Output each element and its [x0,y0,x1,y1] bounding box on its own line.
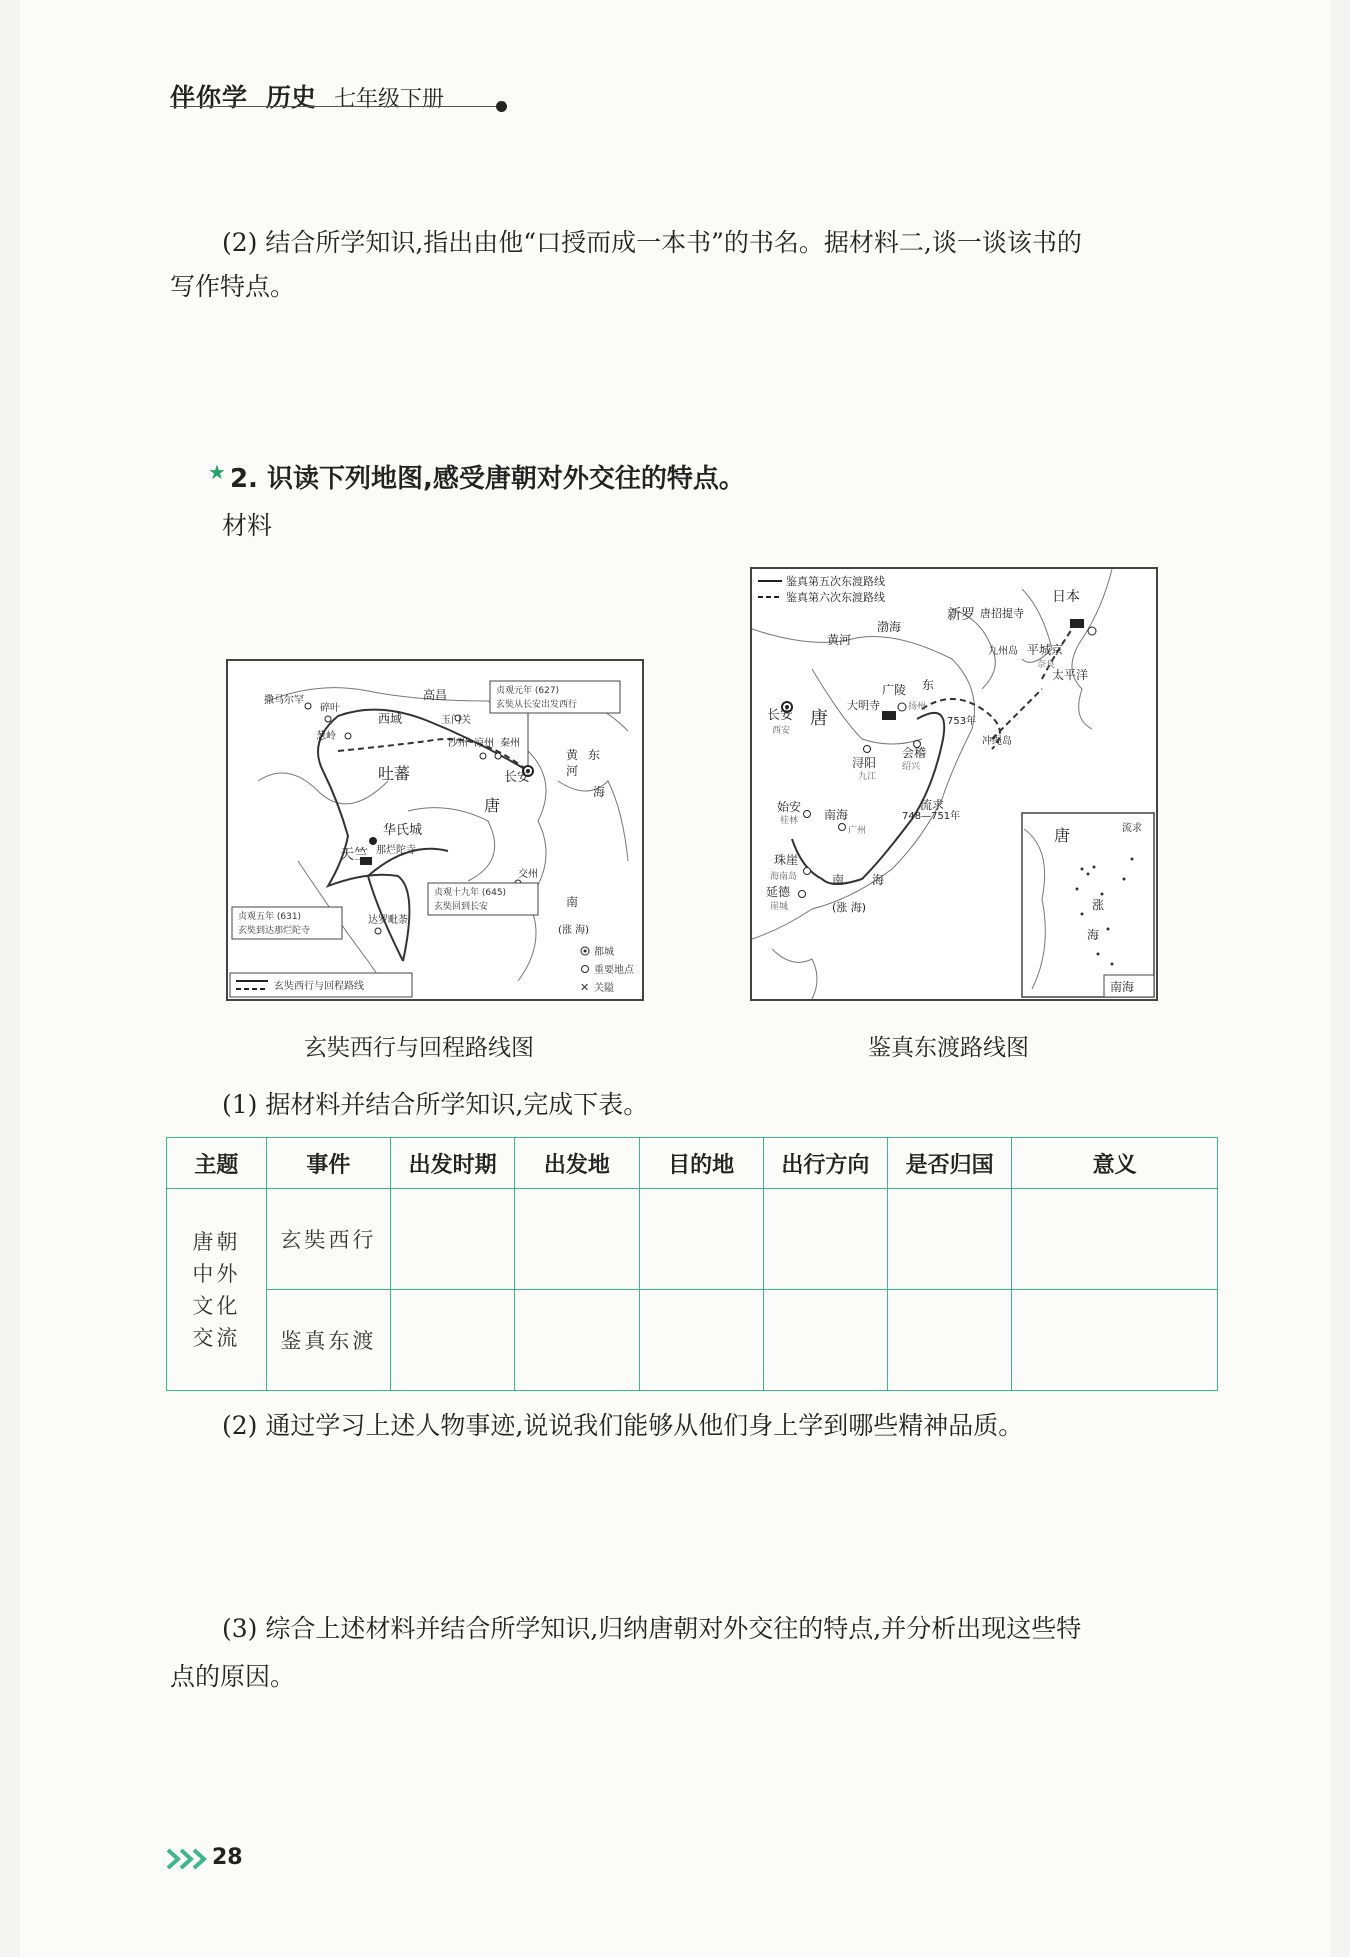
map2-changan: 长安 [767,708,794,723]
answer-cell[interactable] [887,1189,1011,1290]
map2-daming: 大明寺 [847,699,880,712]
table-row [167,1189,1218,1290]
material-label: 材料 [222,511,273,540]
map2-dong: 东 [922,678,935,692]
map1-legend-pass: 关隘 [594,983,614,994]
header-topic: 主题 [167,1138,267,1189]
topic-line-3: 文化 [192,1293,241,1318]
map2-yr748: 748—751年 [902,811,961,822]
map-jianzhen-svg [752,569,1156,999]
map1-huang: 黄 [566,748,579,762]
map2-zhanghai: (涨 海) [832,901,867,914]
map1-legend-capital: 都城 [594,947,614,958]
map2-inset-nanhai: 南海 [1110,980,1135,994]
topic-cell [167,1189,267,1391]
table-header-row [167,1138,1218,1189]
map1-huashi: 华氏城 [383,823,423,838]
header-dot [496,101,507,112]
map2-chongsheng: 冲绳岛 [982,736,1012,747]
svg-text:✕: ✕ [580,981,590,994]
map2-legend-sixth: 鉴真第六次东渡路线 [786,591,885,604]
map2-xunyang: 浔阳 [852,756,877,770]
map2-zhuya: 珠崖 [774,853,799,867]
map2-xian: 西安 [772,726,791,736]
header-event: 事件 [266,1138,390,1189]
map2-yangzhou: 扬州 [908,702,927,712]
map2-liuqiu: 流求 [920,798,945,812]
map1-tang: 唐 [484,796,501,815]
map2-caption: 鉴真东渡路线图 [868,1035,1029,1061]
event-jianzhen: 鉴真东渡 [266,1290,390,1391]
header-start-period: 出发时期 [391,1138,515,1189]
map1-tubo: 吐蕃 [378,764,411,783]
map2-yr753: 753年 [947,716,977,727]
topic-line-4: 交流 [192,1325,241,1350]
map2-nara: 奈良 [1037,660,1056,670]
answer-cell[interactable] [391,1189,515,1290]
answer-cell[interactable] [515,1290,639,1391]
event-xuanzang: 玄奘西行 [266,1189,390,1290]
map1-shazhou: 沙州 [448,738,468,749]
answer-table [166,1137,1218,1391]
map2-jiujiang: 九江 [858,772,877,782]
header-direction: 出行方向 [763,1138,887,1189]
answer-cell[interactable] [763,1290,887,1391]
q2-title [208,458,745,495]
map2-riben: 日本 [1052,589,1080,605]
map2-pingcheng: 平城京 [1027,643,1064,657]
answer-cell[interactable] [763,1189,887,1290]
subject-title: 历史 [266,83,317,112]
map1-congling: 葱岭 [316,731,336,742]
map2-yacheng: 崖城 [770,902,789,912]
map2-inset-hai: 海 [1087,928,1100,942]
map2-nan: 南 [832,873,845,887]
map1-box-right-line1: 贞观十九年 (645) [434,888,507,898]
map2-shian: 始安 [777,800,802,814]
map2-inset-tang: 唐 [1054,826,1071,845]
map2-tang: 唐 [810,708,828,729]
map1-yumen: 玉门关 [441,715,471,726]
map2-inset-zhang: 涨 [1092,898,1105,912]
map2-kuaiji: 会稽 [902,746,927,760]
map1-dong: 东 [588,748,601,762]
map1-he: 河 [566,764,579,778]
q2-part3-line1: (3) 综合上述材料并结合所学知识,归纳唐朝对外交往的特点,并分析出现这些特 [222,1614,1082,1643]
map1-box-top-line1: 贞观元年 (627) [496,686,560,696]
q2-part1: (1) 据材料并结合所学知识,完成下表。 [222,1090,649,1119]
topic-line-1: 唐朝 [192,1229,241,1254]
answer-cell[interactable] [1012,1290,1218,1391]
answer-cell[interactable] [515,1189,639,1290]
header-origin: 出发地 [515,1138,639,1189]
map2-guangling: 广陵 [882,683,907,697]
map2-taiping: 太平洋 [1052,668,1089,682]
topic-line-2: 中外 [192,1261,241,1286]
map2-legend-fifth: 鉴真第五次东渡路线 [786,575,885,588]
q2-part2: (2) 通过学习上述人物事迹,说说我们能够从他们身上学到哪些精神品质。 [222,1411,1024,1440]
map1-jiaozhou: 交州 [518,869,538,880]
map1-caption: 玄奘西行与回程路线图 [304,1035,534,1061]
map1-samarkand: 撒马尔罕 [264,695,304,706]
answer-cell[interactable] [639,1189,763,1290]
map1-zhanghai: (涨 海) [558,925,589,936]
map1-nan: 南 [566,895,579,909]
map2-xinluo: 新罗 [947,607,975,623]
map1-suiye: 碎叶 [320,703,340,714]
map1-legend-route: 玄奘西行与回程路线 [274,981,364,992]
map2-hai: 海 [872,873,885,887]
map2-yande: 延德 [766,885,791,899]
map1-sea: 海 [593,785,606,799]
map1-xiyu: 西域 [378,712,403,726]
chevrons-icon [166,1848,210,1870]
map-jianzhen [750,567,1158,1001]
header-rule [170,106,500,107]
map1-box-right-line2: 玄奘回到长安 [434,902,489,912]
map1-box-top-line2: 玄奘从长安出发西行 [496,700,578,710]
map1-box-left-line2: 玄奘到达那烂陀寺 [238,926,311,936]
header-significance: 意义 [1012,1138,1218,1189]
header-destination: 目的地 [639,1138,763,1189]
map1-dama: 达罗毗荼 [368,915,408,926]
map-xuanzang-svg [228,661,642,999]
map-xuanzang [226,659,644,1001]
map2-guilin: 桂林 [780,816,799,826]
map1-changan: 长安 [504,770,531,785]
q2-part3-line2: 点的原因。 [170,1662,296,1691]
map2-bohai: 渤海 [877,620,902,634]
map2-inset-liuqiu: 流求 [1122,823,1142,834]
answer-cell[interactable] [391,1290,515,1391]
q1-part2-line2: 写作特点。 [170,272,296,301]
table-row [167,1290,1218,1391]
map2-nanhai: 南海 [824,808,849,822]
grade-label: 七年级下册 [334,87,445,112]
map1-qinzhou: 秦州 [500,738,520,749]
map2-haikou: 海南岛 [770,872,798,882]
q2-title-text: 识读下列地图,感受唐朝对外交往的特点。 [266,464,745,494]
answer-cell[interactable] [639,1290,763,1391]
map2-huanghe: 黄河 [827,633,852,647]
answer-cell[interactable] [887,1290,1011,1391]
page-number: 28 [212,1845,243,1870]
book-title: 伴你学 [170,83,249,112]
map1-nalanda: 那烂陀寺 [376,845,416,856]
map1-tianzhu: 天竺 [340,847,368,863]
map1-liangzhou: 凉州 [474,738,494,749]
map1-gaochang: 高昌 [423,688,448,702]
map1-box-left-line1: 贞观五年 (631) [238,912,302,922]
map2-jiuzhou: 九州岛 [988,646,1018,657]
page-header [170,78,444,114]
header-returned: 是否归国 [887,1138,1011,1189]
star-icon: ★ [208,460,226,484]
q1-part2-line1: (2) 结合所学知识,指出由他“口授而成一本书”的书名。据材料二,谈一谈该书的 [222,228,1082,257]
answer-cell[interactable] [1012,1189,1218,1290]
map2-guangzhou: 广州 [848,826,867,836]
map1-legend-place: 重要地点 [594,965,634,976]
map2-tangzhao: 唐招提寺 [980,607,1024,620]
q2-number: 2. [229,464,258,494]
map2-shaoxing: 绍兴 [902,762,921,772]
